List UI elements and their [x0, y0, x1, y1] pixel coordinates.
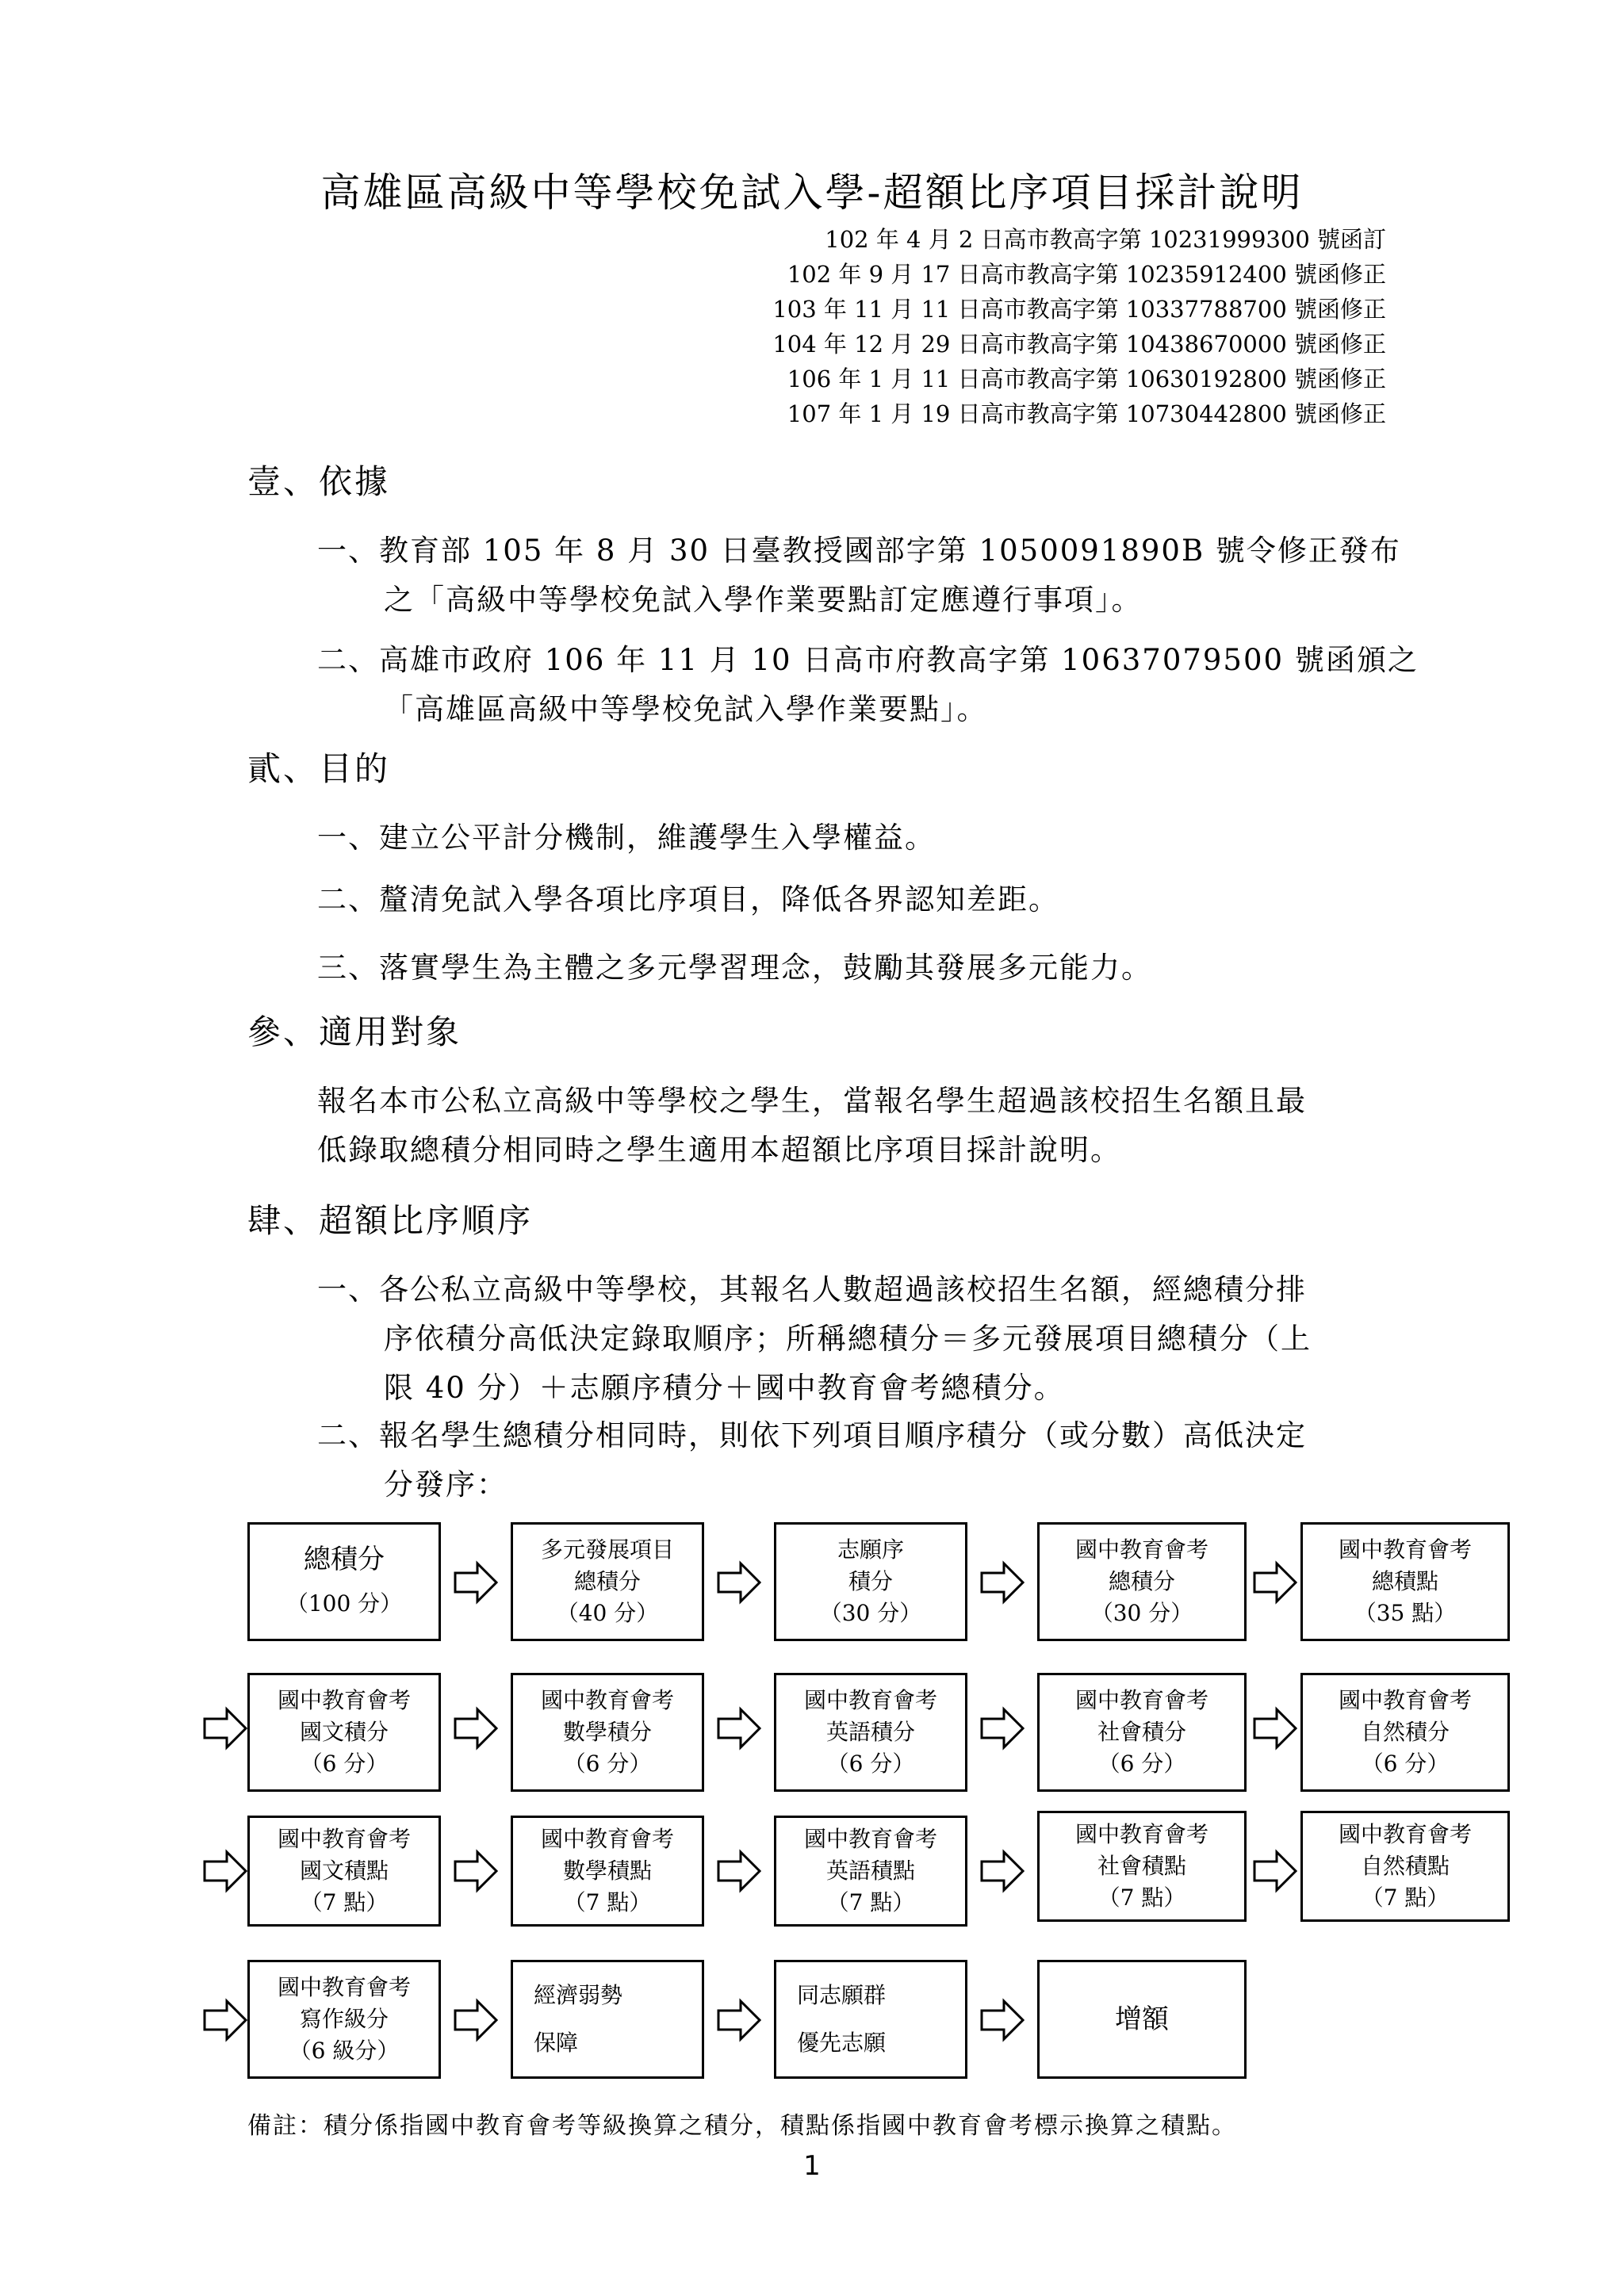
- basis-item-1-line: 一、教育部 105 年 8 月 30 日臺教授國部字第 1050091890B 號令修正發布: [317, 534, 1401, 568]
- right-arrow-icon: [980, 1998, 1025, 2042]
- right-arrow-icon: [203, 1849, 247, 1893]
- flow-box-line: 國中教育會考: [1338, 1821, 1472, 1847]
- flow-box-line: （7 點）: [300, 1889, 389, 1915]
- flow-box-chinese-points: [247, 1816, 441, 1927]
- flow-box-line: （7 點）: [826, 1889, 915, 1915]
- flow-box-line: （35 點）: [1354, 1600, 1457, 1626]
- purpose-item-text: 二、釐清免試入學各項比序項目，降低各界認知差距。: [317, 882, 1059, 916]
- reference-line: 103 年 11 月 11 日高市教高字第 10337788700 號函修正: [772, 296, 1386, 323]
- right-arrow-icon: [1253, 1560, 1297, 1605]
- purpose-item-text: 一、建立公平計分機制，維護學生入學權益。: [317, 821, 936, 855]
- flow-box-line: 總積分: [573, 1568, 641, 1594]
- flow-box-line: 社會積分: [1097, 1719, 1186, 1745]
- flow-box-line: 國中教育會考: [1338, 1536, 1472, 1563]
- flow-box-line: 國中教育會考: [277, 1974, 411, 2000]
- flow-box-line: （30 分）: [819, 1600, 922, 1626]
- flow-box-line: 國中教育會考: [540, 1687, 674, 1713]
- basis-item-2: [317, 636, 1419, 734]
- order-item-2-line: 分發序：: [384, 1468, 508, 1502]
- right-arrow-icon: [717, 1706, 761, 1751]
- right-arrow-icon: [1253, 1849, 1297, 1893]
- flow-box-english-points: [774, 1816, 967, 1927]
- reference-line: 104 年 12 月 29 日高市教高字第 10438670000 號函修正: [772, 331, 1386, 358]
- flow-box-line: 數學積點: [562, 1858, 652, 1884]
- flow-box-line: 國中教育會考: [277, 1687, 411, 1713]
- flow-box-line: 國中教育會考: [1074, 1687, 1208, 1713]
- flow-box-total-score: [247, 1522, 441, 1641]
- flow-box-line: 國文積分: [299, 1719, 389, 1745]
- flow-box-math-points: [511, 1816, 704, 1927]
- order-item-2: [317, 1411, 1307, 1510]
- right-arrow-icon: [1253, 1706, 1297, 1751]
- order-item-2-line: 二、報名學生總積分相同時，則依下列項目順序積分（或分數）高低決定: [317, 1418, 1307, 1452]
- flow-box-science-score: [1300, 1673, 1510, 1792]
- right-arrow-icon: [454, 1998, 498, 2042]
- section-heading-basis: 壹、依據: [247, 462, 391, 501]
- right-arrow-icon: [717, 1560, 761, 1605]
- flow-box-line: （6 分）: [1361, 1751, 1450, 1777]
- flow-box-quota-increase: [1037, 1960, 1247, 2079]
- flow-box-cap-total-points: [1300, 1522, 1510, 1641]
- flow-box-line: 總積點: [1371, 1568, 1438, 1594]
- flow-box-social-points: [1037, 1811, 1247, 1922]
- flow-box-writing-level: [247, 1960, 441, 2079]
- right-arrow-icon: [454, 1560, 498, 1605]
- flow-box-line: （7 點）: [1097, 1885, 1186, 1911]
- flow-box-line: 總積分: [304, 1544, 385, 1575]
- flow-box-line: （6 分）: [300, 1751, 389, 1777]
- footnote: 備註：積分係指國中教育會考等級換算之積分，積點係指國中教育會考標示換算之積點。: [247, 2112, 1237, 2140]
- flow-box-math-score: [511, 1673, 704, 1792]
- page-title: 高雄區高級中等學校免試入學-超額比序項目採計說明: [320, 170, 1304, 216]
- basis-item-2-line: 二、高雄市政府 106 年 11 月 10 日高市府教高字第 10637079500 號函頒之: [317, 643, 1419, 677]
- basis-item-2-line: 「高雄區高級中等學校免試入學作業要點」。: [384, 692, 988, 726]
- flow-box-line: （7 點）: [563, 1889, 652, 1915]
- flow-box-line: 保障: [534, 2030, 579, 2056]
- scope-line: 低錄取總積分相同時之學生適用本超額比序項目採計說明。: [317, 1133, 1121, 1167]
- flow-box-line: 自然積點: [1360, 1853, 1450, 1879]
- reference-line: 102 年 4 月 2 日高市教高字第 10231999300 號函訂: [825, 226, 1386, 253]
- flow-box-line: 國中教育會考: [1338, 1687, 1472, 1713]
- right-arrow-icon: [203, 1998, 247, 2042]
- reference-line: 107 年 1 月 19 日高市教高字第 10730442800 號函修正: [787, 400, 1386, 427]
- right-arrow-icon: [717, 1849, 761, 1893]
- reference-list: [772, 222, 1386, 431]
- right-arrow-icon: [454, 1706, 498, 1751]
- reference-line: 106 年 1 月 11 日高市教高字第 10630192800 號函修正: [787, 365, 1386, 392]
- flow-box-line: （40 分）: [556, 1600, 659, 1626]
- flow-box-social-score: [1037, 1673, 1247, 1792]
- flow-box-line: 國中教育會考: [1074, 1536, 1208, 1563]
- flow-box-line: 英語積點: [825, 1858, 915, 1884]
- right-arrow-icon: [203, 1706, 247, 1751]
- right-arrow-icon: [717, 1998, 761, 2042]
- flow-box-line: （30 分）: [1090, 1600, 1193, 1626]
- right-arrow-icon: [980, 1849, 1025, 1893]
- flow-box-science-points: [1300, 1811, 1510, 1922]
- scope-paragraph: [317, 1077, 1307, 1175]
- flow-box-chinese-score: [247, 1673, 441, 1792]
- flow-box-economic-disadvantage: [511, 1960, 704, 2079]
- order-item-1-line: 序依積分高低決定錄取順序；所稱總積分＝多元發展項目總積分（上: [384, 1322, 1312, 1356]
- order-item-1-line: 限 40 分）＋志願序積分＋國中教育會考總積分。: [384, 1371, 1065, 1405]
- right-arrow-icon: [980, 1560, 1025, 1605]
- page-number: 1: [803, 2150, 821, 2182]
- flow-box-preference-order: [774, 1522, 967, 1641]
- order-item-1-line: 一、各公私立高級中等學校，其報名人數超過該校招生名額，經總積分排: [317, 1272, 1307, 1307]
- basis-item-1-line: 之「高級中等學校免試入學作業要點訂定應遵行事項」。: [384, 583, 1143, 617]
- flow-box-line: 寫作級分: [299, 2006, 389, 2032]
- flow-box-line: （6 分）: [826, 1751, 915, 1777]
- flow-box-line: 國中教育會考: [1074, 1821, 1208, 1847]
- flow-box-line: 國中教育會考: [540, 1826, 674, 1852]
- flow-box-line: 國文積點: [299, 1858, 389, 1884]
- flow-box-line: （6 分）: [1097, 1751, 1186, 1777]
- flow-box-line: （100 分）: [285, 1590, 403, 1617]
- flow-box-line: 多元發展項目: [540, 1536, 674, 1563]
- flow-box-line: 國中教育會考: [803, 1687, 937, 1713]
- section-heading-purpose: 貳、目的: [247, 749, 391, 788]
- flow-box-line: 自然積分: [1360, 1719, 1450, 1745]
- flow-box-line: （6 分）: [563, 1751, 652, 1777]
- flow-box-line: 志願序: [837, 1536, 904, 1563]
- flow-box-line: 數學積分: [562, 1719, 652, 1745]
- flow-box-line: 國中教育會考: [277, 1826, 411, 1852]
- right-arrow-icon: [454, 1849, 498, 1893]
- purpose-item: [317, 943, 1152, 993]
- flow-box-line: 社會積點: [1097, 1853, 1186, 1879]
- flow-box-english-score: [774, 1673, 967, 1792]
- purpose-item: [317, 813, 936, 863]
- purpose-item-text: 三、落實學生為主體之多元學習理念，鼓勵其發展多元能力。: [317, 951, 1152, 985]
- reference-line: 102 年 9 月 17 日高市教高字第 10235912400 號函修正: [787, 261, 1386, 288]
- flow-box-same-preference-group: [774, 1960, 967, 2079]
- flow-box-line: （7 點）: [1361, 1885, 1450, 1911]
- scope-line: 報名本市公私立高級中等學校之學生，當報名學生超過該校招生名額且最: [317, 1084, 1307, 1118]
- flow-box-line: 積分: [848, 1568, 893, 1594]
- section-heading-order: 肆、超額比序順序: [247, 1201, 534, 1240]
- flow-box-line: 經濟弱勢: [534, 1982, 623, 2008]
- flow-box-line: 英語積分: [825, 1719, 915, 1745]
- section-heading-scope: 參、適用對象: [247, 1012, 462, 1051]
- flow-box-line: 優先志願: [797, 2030, 887, 2056]
- flow-box-line: 增額: [1115, 2003, 1169, 2035]
- flow-box-cap-total-score: [1037, 1522, 1247, 1641]
- flow-box-diverse-development: [511, 1522, 704, 1641]
- order-item-1: [317, 1265, 1312, 1413]
- flow-box-line: （6 級分）: [289, 2038, 400, 2064]
- flow-box-line: 國中教育會考: [803, 1826, 937, 1852]
- purpose-item: [317, 875, 1059, 924]
- basis-item-1: [317, 526, 1401, 625]
- flow-box-line: 總積分: [1108, 1568, 1175, 1594]
- right-arrow-icon: [980, 1706, 1025, 1751]
- flow-box-line: 同志願群: [797, 1982, 887, 2008]
